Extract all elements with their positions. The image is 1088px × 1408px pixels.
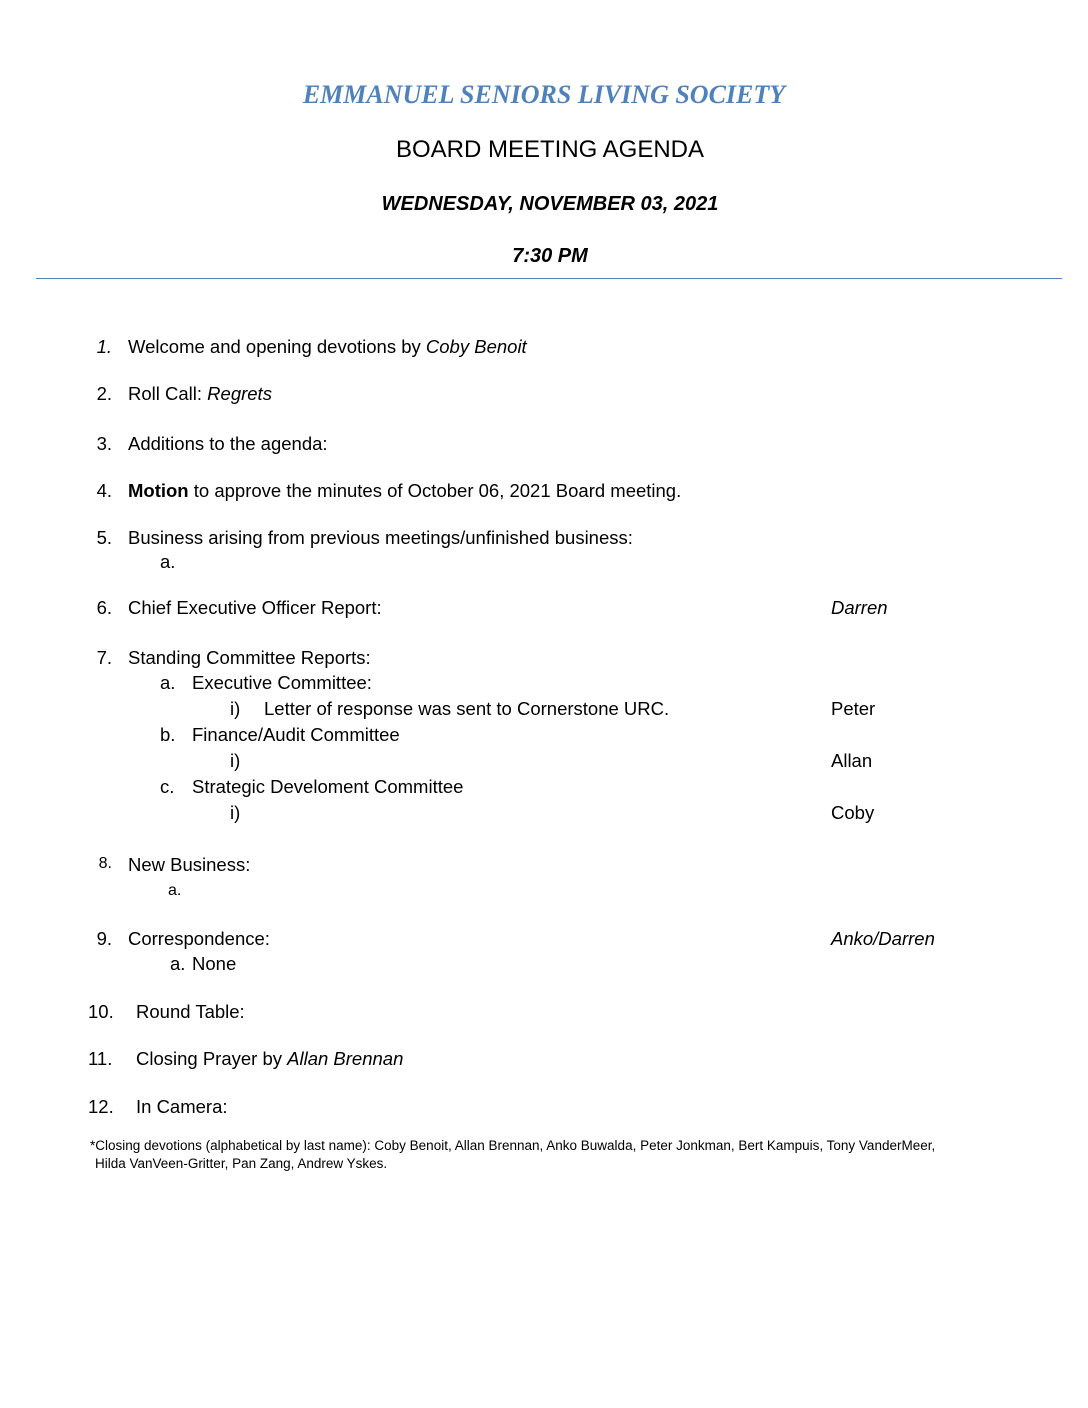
agenda-item-additions: Additions to the agenda:: [128, 433, 328, 454]
agenda-item-committee-reports: Standing Committee Reports:: [128, 647, 371, 668]
item-number: 10.: [88, 1001, 114, 1022]
sub-item-text: None: [192, 953, 237, 974]
agenda-item-business-arising: Business arising from previous meetings/unfinished business:: [128, 527, 633, 548]
item-number: 5.: [96, 527, 112, 548]
agenda-item-correspondence: Correspondence:: [128, 928, 270, 949]
agenda-item-welcome: Welcome and opening devotions by Coby Benoit: [128, 336, 527, 357]
organization-title: EMMANUEL SENIORS LIVING SOCIETY: [302, 80, 786, 109]
item-number: 6.: [96, 597, 112, 618]
presenter-name: Peter: [831, 698, 876, 719]
presenter-name: Darren: [831, 597, 888, 618]
meeting-date: WEDNESDAY, NOVEMBER 03, 2021: [381, 193, 719, 215]
footnote-line: Hilda VanVeen-Gritter, Pan Zang, Andrew Yskes.: [95, 1156, 388, 1171]
sub-item-letter: a.: [160, 551, 176, 572]
presenter-name: Anko/Darren: [831, 928, 935, 949]
sub-item-roman: i): [230, 750, 241, 771]
sub-item-letter: a.: [160, 672, 176, 693]
item-number: 8.: [98, 855, 112, 872]
item-number: 4.: [96, 480, 112, 501]
item-number: 9.: [96, 928, 112, 949]
presenter-name: Coby: [831, 802, 875, 823]
item-number: 2.: [96, 383, 112, 404]
item-number: 7.: [96, 647, 112, 668]
committee-finance-audit: Finance/Audit Committee: [192, 724, 400, 745]
agenda-item-in-camera: In Camera:: [136, 1096, 228, 1117]
meeting-time: 7:30 PM: [512, 245, 588, 267]
sub-item-letter: c.: [160, 776, 175, 797]
committee-note: Letter of response was sent to Cornerstone URC.: [264, 698, 670, 719]
sub-item-letter: a.: [170, 953, 186, 974]
item-number: 12.: [88, 1096, 114, 1117]
committee-strategic: Strategic Develoment Committee: [192, 776, 464, 797]
item-number: 3.: [96, 433, 112, 454]
presenter-name: Allan: [831, 750, 873, 771]
item-number: 11.: [88, 1048, 113, 1069]
agenda-title: BOARD MEETING AGENDA: [395, 136, 705, 163]
sub-item-letter: a.: [168, 882, 182, 899]
footnote-line: *Closing devotions (alphabetical by last name): Coby Benoit, Allan Brennan, Anko Buwalda, Peter Jonkman, Bert Kampuis, Tony VanderMeer,: [90, 1138, 936, 1153]
committee-executive: Executive Committee:: [192, 672, 372, 693]
header-divider: [36, 278, 1062, 279]
sub-item-roman: i): [230, 802, 241, 823]
agenda-item-closing-prayer: Closing Prayer by Allan Brennan: [136, 1048, 404, 1069]
sub-item-letter: b.: [160, 724, 176, 745]
sub-item-roman: i): [230, 698, 241, 719]
item-number: 1.: [96, 336, 112, 357]
agenda-item-motion: Motion to approve the minutes of October 06, 2021 Board meeting.: [128, 480, 682, 501]
agenda-item-ceo-report: Chief Executive Officer Report:: [128, 597, 382, 618]
agenda-item-new-business: New Business:: [128, 854, 251, 875]
agenda-item-roll-call: Roll Call: Regrets: [128, 383, 272, 404]
agenda-item-round-table: Round Table:: [136, 1001, 245, 1022]
